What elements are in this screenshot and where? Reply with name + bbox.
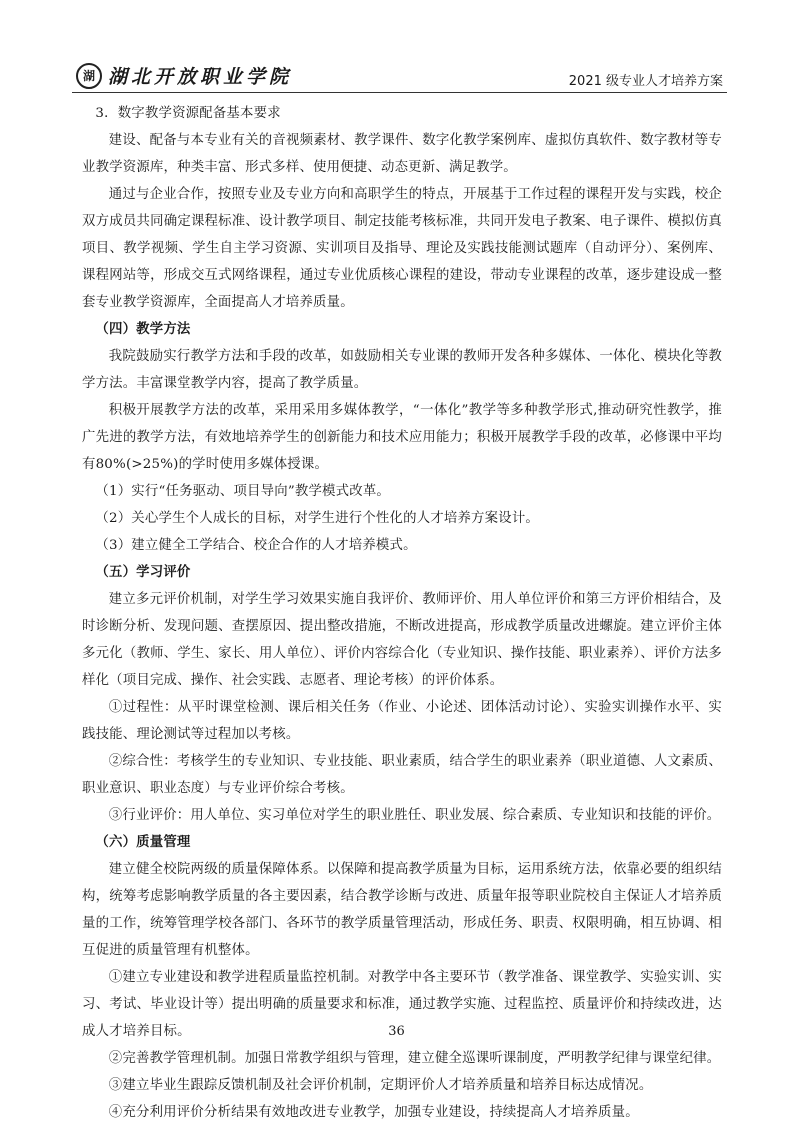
document-title: 2021 级专业人才培养方案 <box>568 74 723 89</box>
header-divider <box>72 92 727 93</box>
list-item: （2）关心学生个人成长的目标，对学生进行个性化的人才培养方案设计。 <box>95 511 540 526</box>
list-item: ③行业评价：用人单位、实习单位对学生的职业胜任、职业发展、综合素质、专业知识和技能的评价。 <box>108 808 721 823</box>
paragraph: 积极开展教学方法的改革，采用采用多媒体教学，“一体化”教学等多种教学形式,推动研究性教学，推广先进的教学方法，有效地培养学生的创新能力和技术应用能力；积极开展教学手段的改革，必修课中平均有80%(>25%)的学时使用多媒体授课。 <box>82 403 722 472</box>
paragraph: 建设、配备与本专业有关的音视频素材、教学课件、数字化教学案例库、虚拟仿真软件、数字教材等专业教学资源库，种类丰富、形式多样、使用便捷、动态更新、满足教学。 <box>82 133 722 175</box>
section-6-heading: （六）质量管理 <box>95 835 191 850</box>
paragraph: 建立健全校院两级的质量保障体系。以保障和提高教学质量为目标，运用系统方法，依靠必要的组织结构，统筹考虑影响教学质量的各主要因素，结合教学诊断与改进、质量年报等职业院校自主保证人才培养质量的工作，统筹管理学校各部门、各环节的教学质量管理活动，形成任务、职责、权限明确，相互协调、相互促进的质量管理有机整体。 <box>82 862 722 958</box>
page-header <box>72 60 727 94</box>
list-item: ④充分利用评价分析结果有效地改进专业教学，加强专业建设，持续提高人才培养质量。 <box>108 1105 639 1120</box>
list-item: ②综合性：考核学生的专业知识、专业技能、职业素质，结合学生的职业素养（职业道德、人文素质、职业意识、职业态度）与专业评价综合考核。 <box>82 754 722 796</box>
paragraph: 通过与企业合作，按照专业及专业方向和高职学生的特点，开展基于工作过程的课程开发与实践，校企双方成员共同确定课程标准、设计教学项目、制定技能考核标准，共同开发电子教案、电子课件、模拟仿真项目、教学视频、学生自主学习资源、实训项目及指导、理论及实践技能测试题库（自动评分）、案例库、课程网站等，形成交互式网络课程，通过专业优质核心课程的建设，带动专业课程的改革，逐步建设成一整套专业教学资源库，全面提高人才培养质量。 <box>82 187 722 310</box>
page-body <box>82 100 722 1126</box>
list-item: ③建立毕业生跟踪反馈机制及社会评价机制，定期评价人才培养质量和培养目标达成情况。 <box>108 1078 653 1093</box>
section-5-heading: （五）学习评价 <box>95 565 191 580</box>
list-item: ①过程性：从平时课堂检测、课后相关任务（作业、小论述、团体活动讨论）、实验实训操作水平、实践技能、理论测试等过程加以考核。 <box>82 700 722 742</box>
section-4-heading: （四）教学方法 <box>95 322 191 337</box>
page-number: 36 <box>388 1024 405 1039</box>
list-item: ②完善教学管理机制。加强日常教学组织与管理，建立健全巡课听课制度，严明教学纪律与课堂纪律。 <box>108 1051 721 1066</box>
paragraph: 建立多元评价机制，对学生学习效果实施自我评价、教师评价、用人单位评价和第三方评价相结合，及时诊断分析、发现问题、查摆原因、提出整改措施，不断改进提高，形成教学质量改进螺旋。建立评价主体多元化（教师、学生、家长、用人单位）、评价内容综合化（专业知识、操作技能、职业素养）、评价方法多样化（项目完成、操作、社会实践、志愿者、理论考核）的评价体系。 <box>82 592 722 688</box>
school-seal-icon: 湖 <box>76 63 102 89</box>
list-item: ①建立专业建设和教学进程质量监控机制。对教学中各主要环节（教学准备、课堂教学、实验实训、实习、考试、毕业设计等）提出明确的质量要求和标准，通过教学实施、过程监控、质量评价和持续改进，达成人才培养目标。 <box>82 970 722 1039</box>
list-item: （3）建立健全工学结合、校企合作的人才培养模式。 <box>95 538 417 553</box>
school-logo-text: 湖北开放职业学院 <box>108 66 293 88</box>
section-3-heading: 3．数字教学资源配备基本要求 <box>95 106 281 121</box>
paragraph: 我院鼓励实行教学方法和手段的改革，如鼓励相关专业课的教师开发各种多媒体、一体化、模块化等教学方法。丰富课堂教学内容，提高了教学质量。 <box>82 349 722 391</box>
school-logo <box>76 62 292 89</box>
list-item: （1）实行“任务驱动、项目导向”教学模式改革。 <box>95 484 391 499</box>
